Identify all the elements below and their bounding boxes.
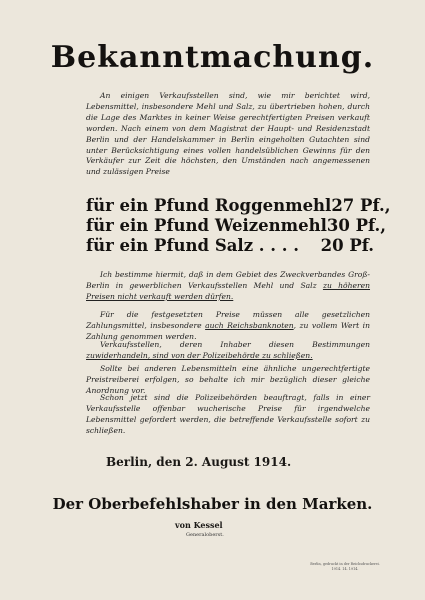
decree-paragraph — [86, 270, 370, 303]
closure-text: Verkaufsstellen, deren Inhaber diesen Bestimmungen — [100, 340, 370, 349]
signatory-rank: Generaloberst. — [186, 532, 224, 538]
printer-date: 1914. 14. 1914. — [331, 567, 359, 571]
police-paragraph: Schon jetzt sind die Polizeibehörden beauftragt, falls in einer Verkaufsstelle offenbar wucherische Preise für irgendwelche Lebensmittel gefordert werden, die betreffende Verkaufsstelle sofort zu schließen. — [86, 393, 370, 435]
dateline: Berlin, den 2. August 1914. — [106, 455, 292, 469]
price-list — [86, 196, 391, 256]
intro-paragraph: An einigen Verkaufsstellen sind, wie mir berichtet wird, Lebensmittel, insbesondere Mehl und Salz, zu übertrieben hohen, durch die Lage des Marktes in keiner Weise gerechtfertigten Preisen verkauft worden. Nach einem von dem Magistrat der Haupt- und Residenzstadt Berlin und der Handelskammer in Berlin eingeholten Gutachten sind unter Berücksichtigung eines vollen handelsüblichen Gewinns für den Verkäufer zur Zeit die höchsten, den Umständen nach angemessenen und zulässigen Preise — [86, 91, 370, 177]
printer-imprint — [310, 562, 380, 572]
price-label: für ein Pfund Salz . . . . — [86, 236, 300, 255]
signature: von Kessel — [175, 520, 223, 530]
issuing-authority: Der Oberbefehlshaber in den Marken. — [52, 495, 373, 513]
price-value: 20 Pf. — [320, 236, 374, 255]
price-line-salz — [86, 236, 374, 256]
closure-emphasis: zuwiderhandeln, sind von der Polizeibehörde zu schließen. — [86, 350, 313, 360]
payment-paragraph — [86, 310, 370, 343]
price-line-roggenmehl — [86, 196, 391, 216]
closure-paragraph — [86, 340, 370, 362]
payment-text-end: , zu vollem Wert in Zahlung genommen werden. — [86, 320, 370, 341]
other-goods-paragraph: Sollte bei anderen Lebensmitteln eine ähnliche ungerechtfertigte Preistreiberei erfolgen, so behalte ich mir bezüglich dieser gleiche Anordnung vor. — [86, 364, 370, 395]
decree-emphasis: zu höheren Preisen nicht verkauft werden dürfen. — [86, 280, 371, 301]
payment-text: Für die festgesetzten Preise müssen alle gesetzlichen Zahlungsmittel, insbesondere — [86, 310, 370, 330]
price-line-weizenmehl — [86, 216, 386, 236]
payment-emphasis: auch Reichsbanknoten — [205, 320, 294, 330]
printer-line: Berlin, gedruckt in der Reichsdruckerei. — [310, 562, 380, 566]
price-value: 30 Pf., — [326, 216, 386, 235]
decree-text: Ich bestimme hiermit, daß in dem Gebiet des Zweckverbandes Groß-Berlin in gewerblichen Verkaufsstellen Mehl und Salz — [86, 270, 370, 290]
price-label: für ein Pfund Roggenmehl — [86, 196, 332, 215]
price-value: 27 Pf., — [331, 196, 391, 215]
notice-title: Bekanntmachung. — [50, 40, 375, 75]
price-label: für ein Pfund Weizenmehl — [86, 216, 327, 235]
